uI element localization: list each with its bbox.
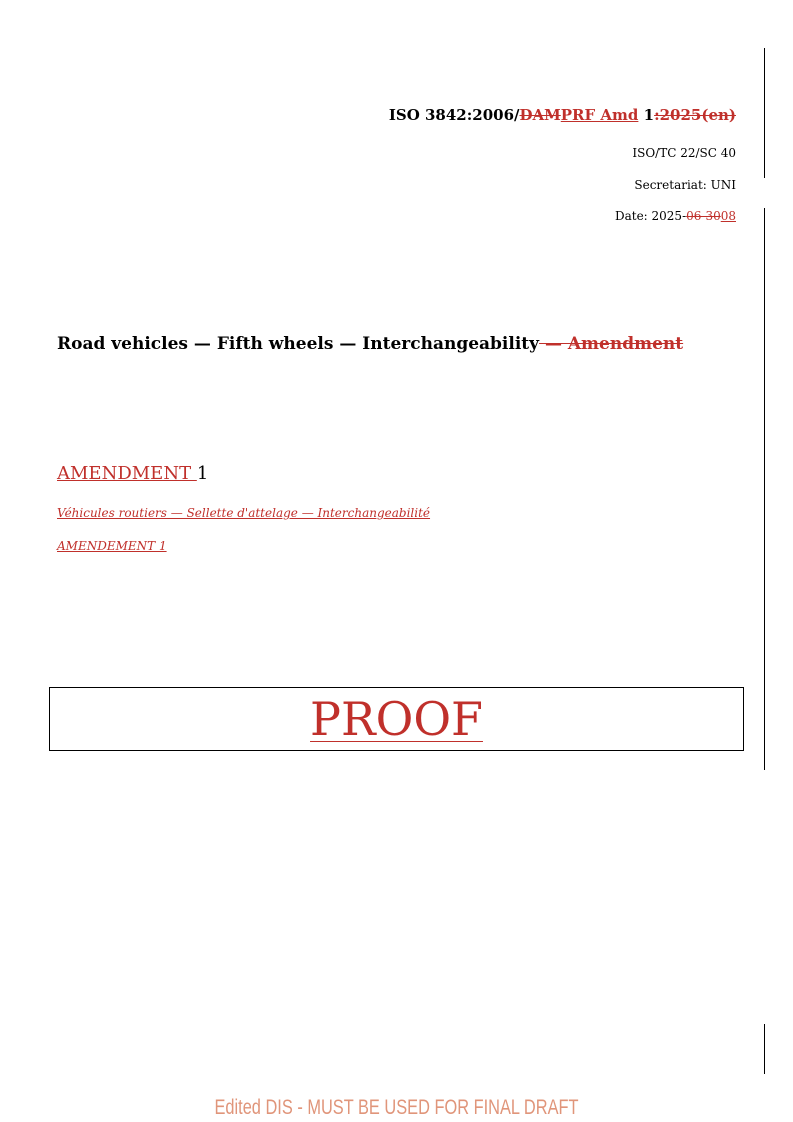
proof-box (49, 687, 744, 751)
amendment-heading (57, 463, 208, 484)
committee: ISO/TC 22/SC 40 (632, 146, 736, 160)
document-identifier (389, 106, 736, 124)
french-amendment: AMENDEMENT 1 (57, 539, 167, 553)
date-prefix: Date: 2025- (614, 209, 687, 223)
date-deleted: 06-30 (686, 209, 721, 223)
deleted-year: :2025(en) (654, 106, 736, 124)
secretariat: Secretariat: UNI (634, 178, 736, 192)
identifier-prefix: ISO 3842:2006/ (388, 106, 520, 124)
change-bar-middle (764, 208, 765, 770)
identifier-number: 1 (643, 106, 655, 124)
deleted-dam: DAM (519, 106, 561, 124)
title-main: Road vehicles — Fifth wheels — Interchangeability (57, 334, 540, 354)
amendment-number: 1 (196, 463, 209, 484)
change-bar-top (764, 48, 765, 178)
inserted-prf-amd: PRF Amd (560, 106, 639, 124)
title-deleted-amendment: — Amendment (539, 334, 684, 354)
change-bar-bottom (764, 1024, 765, 1074)
footer-watermark: Edited DIS - MUST BE USED FOR FINAL DRAFT (214, 1096, 579, 1119)
amendment-inserted-label: AMENDMENT (57, 463, 197, 484)
french-title: Véhicules routiers — Sellette d'attelage — Interchangeabilité (57, 506, 431, 520)
document-date (615, 209, 736, 223)
date-inserted: 08 (720, 209, 736, 223)
document-title (57, 334, 683, 354)
proof-label: PROOF (310, 692, 483, 746)
